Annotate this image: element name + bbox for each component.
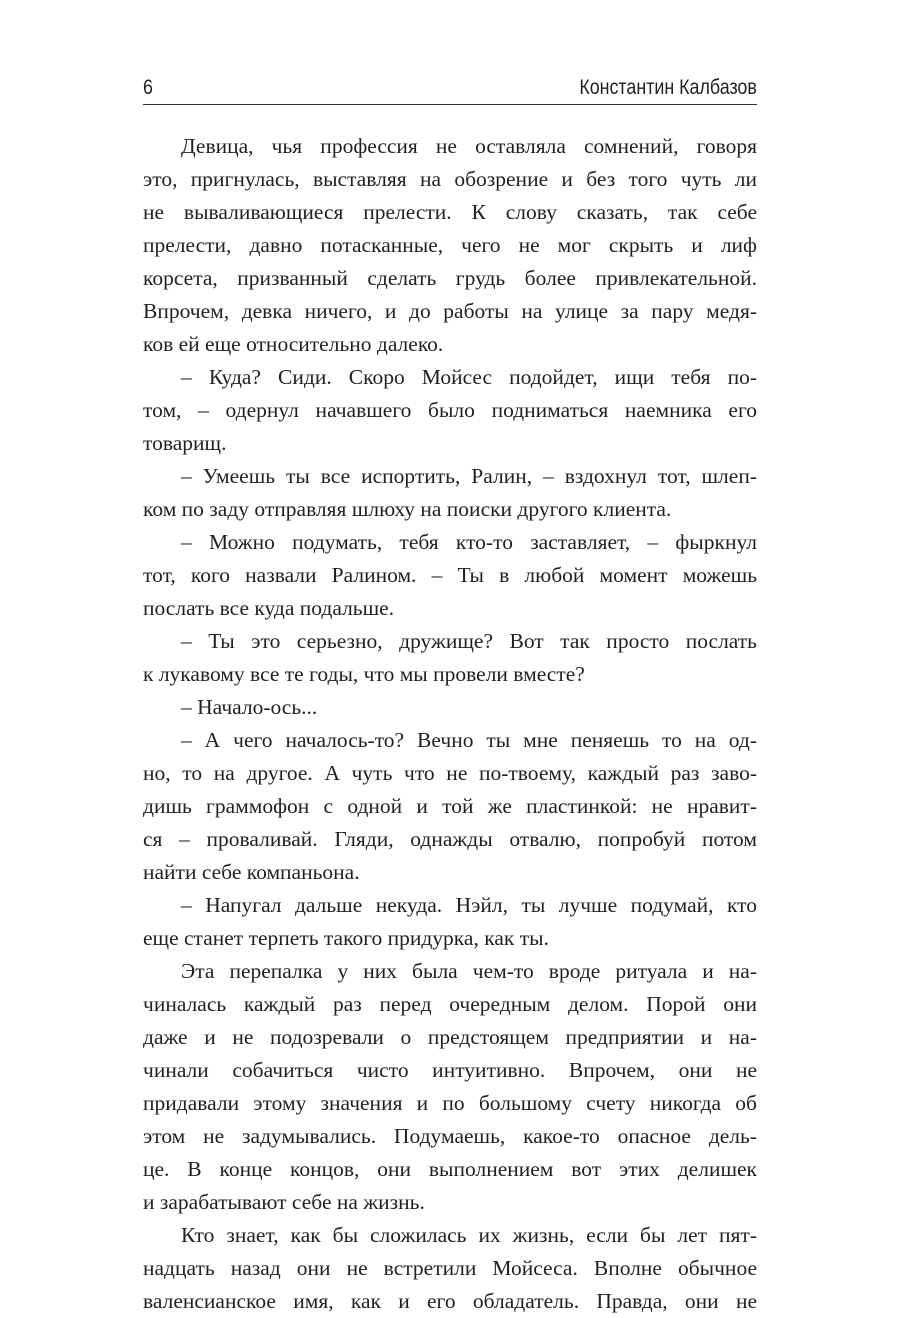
text-line: придавали этому значения и по большому счету никогда об (143, 1091, 757, 1115)
text-line: ков ей еще относительно далеко. (143, 332, 444, 356)
text-line: к лукавому все те годы, что мы провели вместе? (143, 662, 585, 686)
text-line: найти себе компаньона. (143, 860, 360, 884)
text-line: послать все куда подальше. (143, 596, 395, 620)
paragraph (143, 691, 757, 724)
text-line: том, – одернул начавшего было подниматься наемника его (143, 398, 757, 422)
text-line: валенсианское имя, как и его обладатель. Правда, они не (143, 1289, 757, 1313)
text-line: Впрочем, девка ничего, и до работы на улице за пару медя- (143, 299, 757, 323)
text-line: дишь граммофон с одной и той же пластинкой: не нравит- (143, 794, 757, 818)
text-line: чинали собачиться чисто интуитивно. Впрочем, они не (143, 1058, 757, 1082)
text-line: – Ты это серьезно, дружище? Вот так просто послать (181, 629, 757, 653)
text-line: Кто знает, как бы сложилась их жизнь, если бы лет пят- (181, 1223, 757, 1247)
paragraph (143, 955, 757, 1219)
text-line: Девица, чья профессия не оставляла сомнений, говоря (181, 134, 757, 158)
text-line: – А чего началось-то? Вечно ты мне пеняешь то на од- (181, 728, 757, 752)
text-line: этом не задумывались. Подумаешь, какое-то опасное дель- (143, 1124, 757, 1148)
running-title-author: Константин Калбазов (579, 76, 757, 99)
text-line: даже и не подозревали о предстоящем предприятии и на- (143, 1025, 757, 1049)
text-line: еще станет терпеть такого придурка, как ты. (143, 926, 549, 950)
text-line: это, пригнулась, выставляя на обозрение и без того чуть ли (143, 167, 757, 191)
text-line: чиналась каждый раз перед очередным делом. Порой они (143, 992, 757, 1016)
paragraph (143, 130, 757, 361)
text-line: – Куда? Сиди. Скоро Мойсес подойдет, ищи тебя по- (181, 365, 757, 389)
paragraph (143, 361, 757, 460)
text-line: но, то на другое. А чуть что не по-твоему, каждый раз заво- (143, 761, 757, 785)
paragraph (143, 889, 757, 955)
text-line: – Напугал дальше некуда. Нэйл, ты лучше подумай, кто (181, 893, 757, 917)
paragraph (143, 1219, 757, 1318)
page-body-text (143, 130, 757, 1318)
text-line: прелести, давно потасканные, чего не мог скрыть и лиф (143, 233, 757, 257)
text-line: – Умеешь ты все испортить, Ралин, – вздохнул тот, шлеп- (181, 464, 757, 488)
text-line: ся – проваливай. Гляди, однажды отвалю, попробуй потом (143, 827, 757, 851)
text-line: – Можно подумать, тебя кто-то заставляет, – фыркнул (181, 530, 757, 554)
text-line: тот, кого назвали Ралином. – Ты в любой момент можешь (143, 563, 757, 587)
text-line: товарищ. (143, 431, 227, 455)
text-line: надцать назад они не встретили Мойсеса. Вполне обычное (143, 1256, 757, 1280)
paragraph (143, 724, 757, 889)
text-line: корсета, призванный сделать грудь более привлекательной. (143, 266, 757, 290)
text-line: Эта перепалка у них была чем-то вроде ритуала и на- (181, 959, 757, 983)
paragraph (143, 460, 757, 526)
page-number: 6 (143, 76, 153, 99)
text-line: це. В конце концов, они выполнением вот этих делишек (143, 1157, 757, 1181)
text-line: – Начало-ось... (181, 695, 318, 719)
text-line: ком по заду отправляя шлюху на поиски другого клиента. (143, 497, 672, 521)
page-header (143, 74, 757, 105)
text-line: не вываливающиеся прелести. К слову сказать, так себе (143, 200, 757, 224)
paragraph (143, 625, 757, 691)
paragraph (143, 526, 757, 625)
text-line: и зарабатывают себе на жизнь. (143, 1190, 425, 1214)
